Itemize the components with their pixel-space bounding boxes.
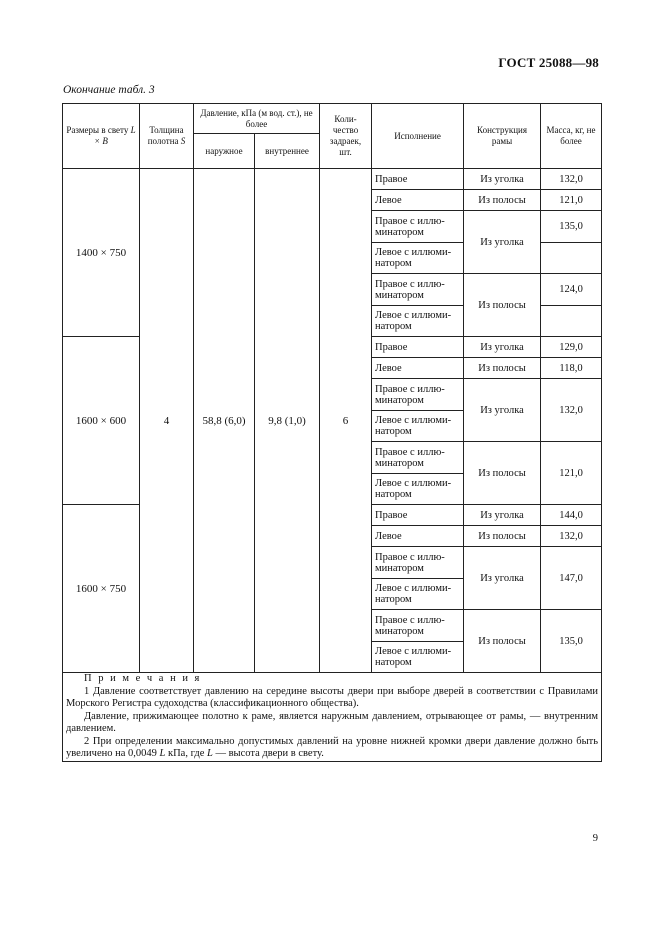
mass-cell: 135,0 — [541, 211, 602, 243]
col-header-thickness: Толщина полотна S — [140, 104, 194, 169]
notes-row — [63, 673, 602, 762]
mass-cell-empty — [541, 306, 602, 337]
size-cell: 1400 × 750 — [63, 169, 140, 337]
execution-cell: Правое с иллю-минатором — [372, 274, 464, 306]
execution-cell: Правое с иллю-минатором — [372, 610, 464, 642]
col-header-frame: Конструкция рамы — [464, 104, 541, 169]
col-header-pressure: Давление, кПа (м вод. ст.), не более — [194, 104, 320, 134]
col-header-latches: Коли-чество задраек, шт. — [320, 104, 372, 169]
execution-cell: Левое с иллюми-натором — [372, 411, 464, 442]
execution-cell: Левое с иллюми-натором — [372, 243, 464, 274]
mass-cell: 132,0 — [541, 169, 602, 190]
execution-cell: Левое — [372, 526, 464, 547]
execution-cell: Правое с иллю-минатором — [372, 211, 464, 243]
note-paragraph: 1 Давление соответствует давлению на середине высоты двери при выборе дверей в соответствии с Правилами Морского Регистра судоходства (классификационного общества). — [66, 685, 599, 709]
mass-cell: 144,0 — [541, 505, 602, 526]
col-header-mass: Масса, кг, не более — [541, 104, 602, 169]
mass-cell: 121,0 — [541, 442, 602, 505]
mass-cell: 118,0 — [541, 358, 602, 379]
note-paragraph: 2 При определении максимально допустимых давлений на уровне нижней кромки двери давление должно быть увеличено на 0,0049 L кПа, где L — высота двери в свету. — [66, 735, 599, 759]
col-header-size: Размеры в свету L × B — [63, 104, 140, 169]
table-body — [63, 169, 602, 762]
execution-cell: Правое с иллю-минатором — [372, 379, 464, 411]
latches-cell: 6 — [320, 169, 372, 673]
thickness-cell: 4 — [140, 169, 194, 673]
mass-cell: 135,0 — [541, 610, 602, 673]
execution-cell: Левое с иллюми-натором — [372, 579, 464, 610]
table-caption: Окончание табл. 3 — [63, 84, 155, 96]
table-row — [63, 169, 602, 190]
execution-cell: Левое с иллюми-натором — [372, 474, 464, 505]
mass-cell-empty — [541, 243, 602, 274]
col-header-pressure-inner: внутреннее — [255, 134, 320, 169]
frame-cell: Из полосы — [464, 526, 541, 547]
frame-cell: Из уголка — [464, 505, 541, 526]
frame-cell: Из уголка — [464, 379, 541, 442]
doors-table — [62, 103, 602, 762]
mass-cell: 132,0 — [541, 379, 602, 442]
frame-cell: Из уголка — [464, 547, 541, 610]
mass-cell: 132,0 — [541, 526, 602, 547]
col-header-pressure-outer: наружное — [194, 134, 255, 169]
pressure-outer-cell: 58,8 (6,0) — [194, 169, 255, 673]
size-cell: 1600 × 750 — [63, 505, 140, 673]
pressure-inner-cell: 9,8 (1,0) — [255, 169, 320, 673]
execution-cell: Правое — [372, 505, 464, 526]
frame-cell: Из полосы — [464, 274, 541, 337]
frame-cell: Из полосы — [464, 610, 541, 673]
frame-cell: Из полосы — [464, 358, 541, 379]
frame-cell: Из уголка — [464, 337, 541, 358]
frame-cell: Из уголка — [464, 211, 541, 274]
page-number: 9 — [592, 833, 598, 844]
execution-cell: Правое — [372, 169, 464, 190]
notes-title: П р и м е ч а н и я — [84, 673, 202, 684]
execution-cell: Правое с иллю-минатором — [372, 442, 464, 474]
frame-cell: Из полосы — [464, 442, 541, 505]
mass-cell: 147,0 — [541, 547, 602, 610]
notes-cell — [63, 673, 602, 762]
size-cell: 1600 × 600 — [63, 337, 140, 505]
note-paragraph: Давление, прижимающее полотно к раме, является наружным давлением, отрывающее от рамы, — внутренним давлением. — [66, 710, 599, 734]
col-header-execution: Исполнение — [372, 104, 464, 169]
document-code: ГОСТ 25088—98 — [498, 55, 599, 70]
mass-cell: 129,0 — [541, 337, 602, 358]
execution-cell: Правое с иллю-минатором — [372, 547, 464, 579]
frame-cell: Из полосы — [464, 190, 541, 211]
execution-cell: Левое с иллюми-натором — [372, 306, 464, 337]
execution-cell: Левое — [372, 190, 464, 211]
mass-cell: 124,0 — [541, 274, 602, 306]
execution-cell: Левое — [372, 358, 464, 379]
execution-cell: Левое с иллюми-натором — [372, 642, 464, 673]
execution-cell: Правое — [372, 337, 464, 358]
mass-cell: 121,0 — [541, 190, 602, 211]
frame-cell: Из уголка — [464, 169, 541, 190]
